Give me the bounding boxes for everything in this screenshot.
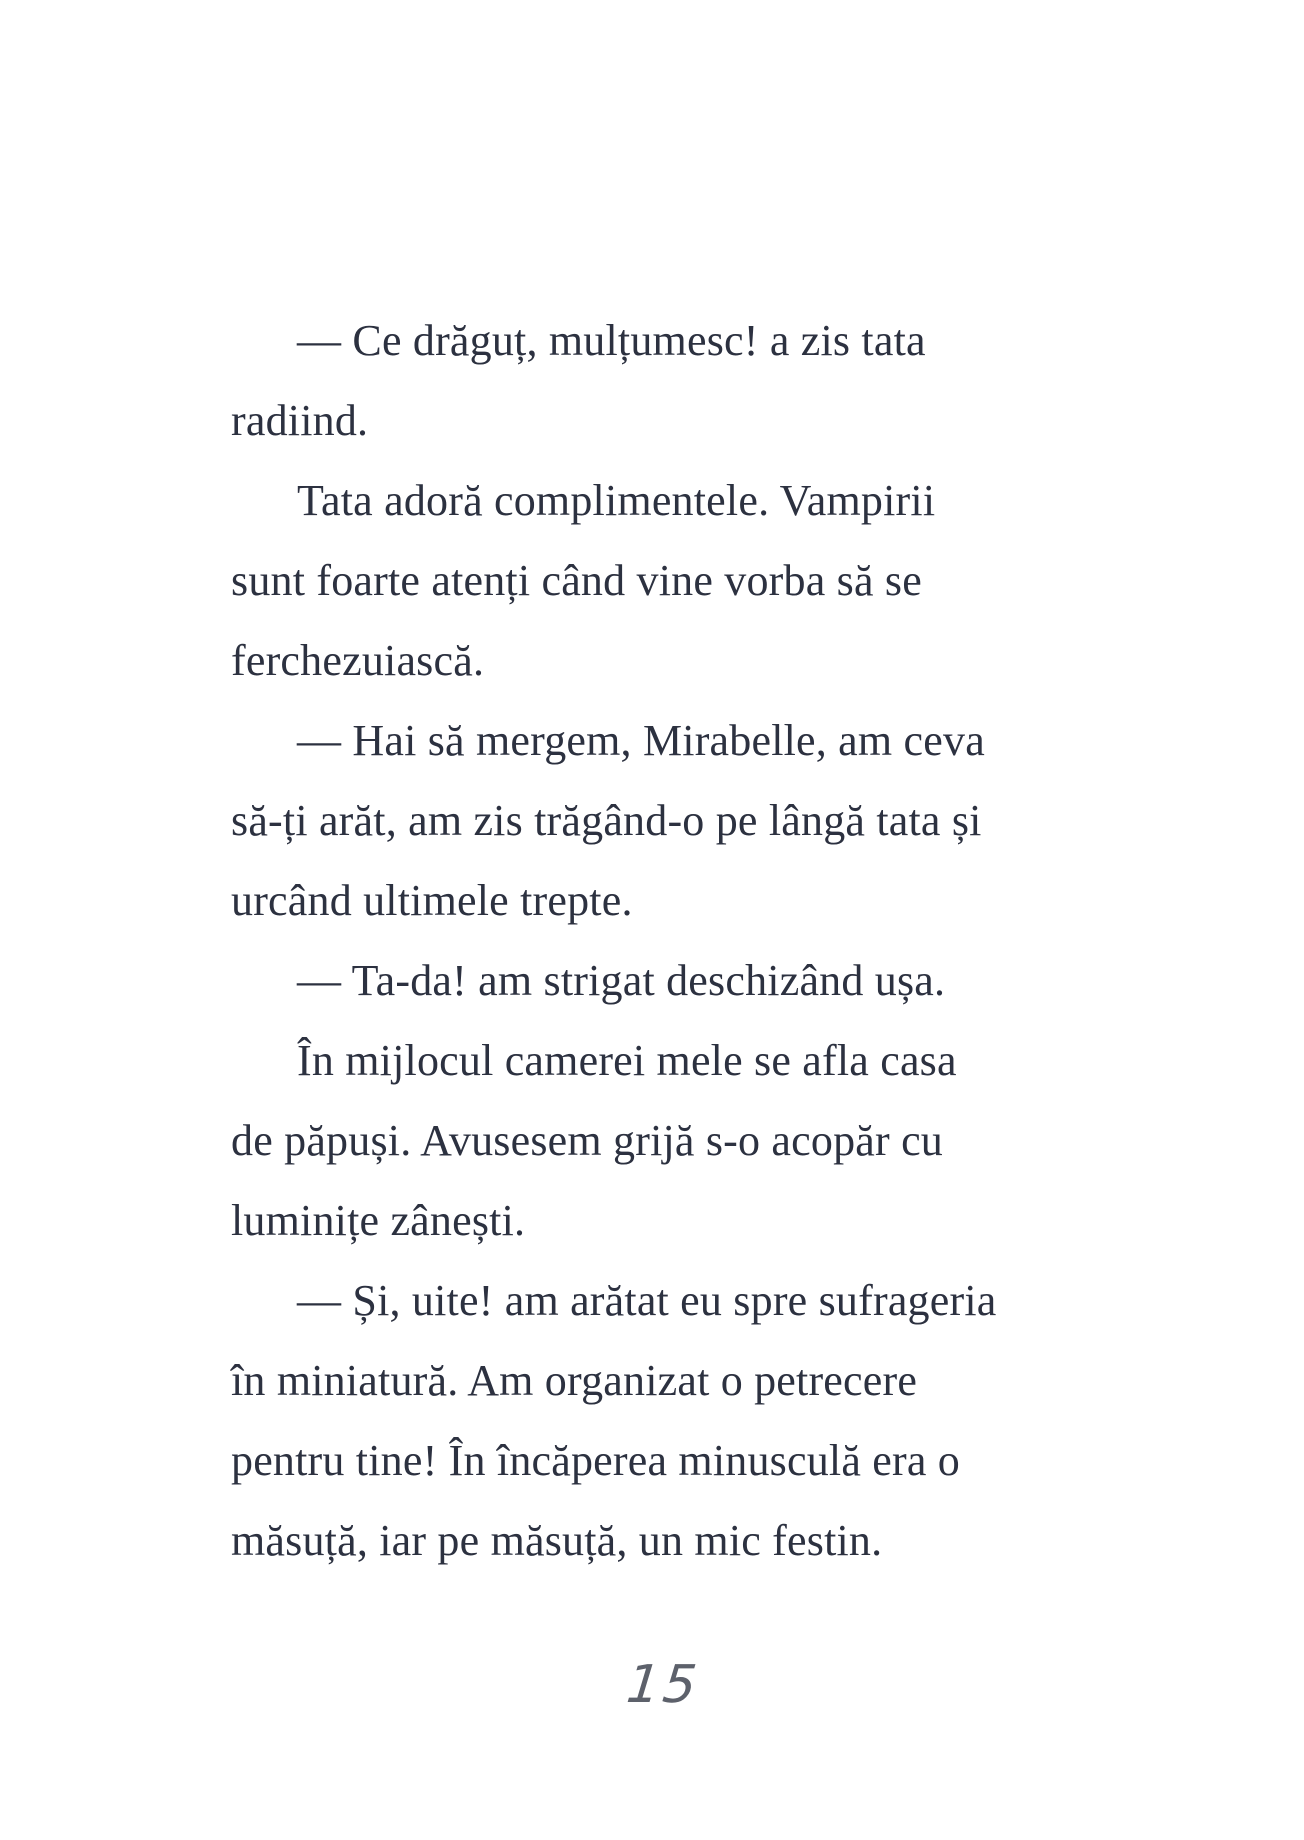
text-line: În mijlocul camerei mele se afla casa bbox=[297, 1036, 957, 1085]
text-line: Tata adoră complimentele. Vampirii bbox=[297, 476, 936, 525]
text-block bbox=[231, 301, 1131, 1581]
page-number: 15 bbox=[623, 1655, 703, 1715]
text-line: — Ce drăguț, mulțumesc! a zis tata bbox=[297, 316, 926, 365]
text-line: — Ta-da! am strigat deschizând ușa. bbox=[297, 956, 946, 1005]
text-line: radiind. bbox=[231, 396, 369, 445]
text-line: ferchezuiască. bbox=[231, 636, 485, 685]
text-line: — Și, uite! am arătat eu spre sufrageria bbox=[297, 1276, 997, 1325]
text-line: să-ți arăt, am zis trăgând-o pe lângă tata și bbox=[231, 796, 982, 845]
text-line: — Hai să mergem, Mirabelle, am ceva bbox=[297, 716, 985, 765]
text-line: urcând ultimele trepte. bbox=[231, 876, 633, 925]
text-line: în miniatură. Am organizat o petrecere bbox=[231, 1356, 918, 1405]
text-line: măsuță, iar pe măsuță, un mic festin. bbox=[231, 1516, 883, 1565]
text-line: de păpuși. Avusesem grijă s-o acopăr cu bbox=[231, 1116, 943, 1165]
text-line: sunt foarte atenți când vine vorba să se bbox=[231, 556, 922, 605]
text-line: luminițe zânești. bbox=[231, 1196, 526, 1245]
text-line: pentru tine! În încăperea minusculă era o bbox=[231, 1436, 960, 1485]
